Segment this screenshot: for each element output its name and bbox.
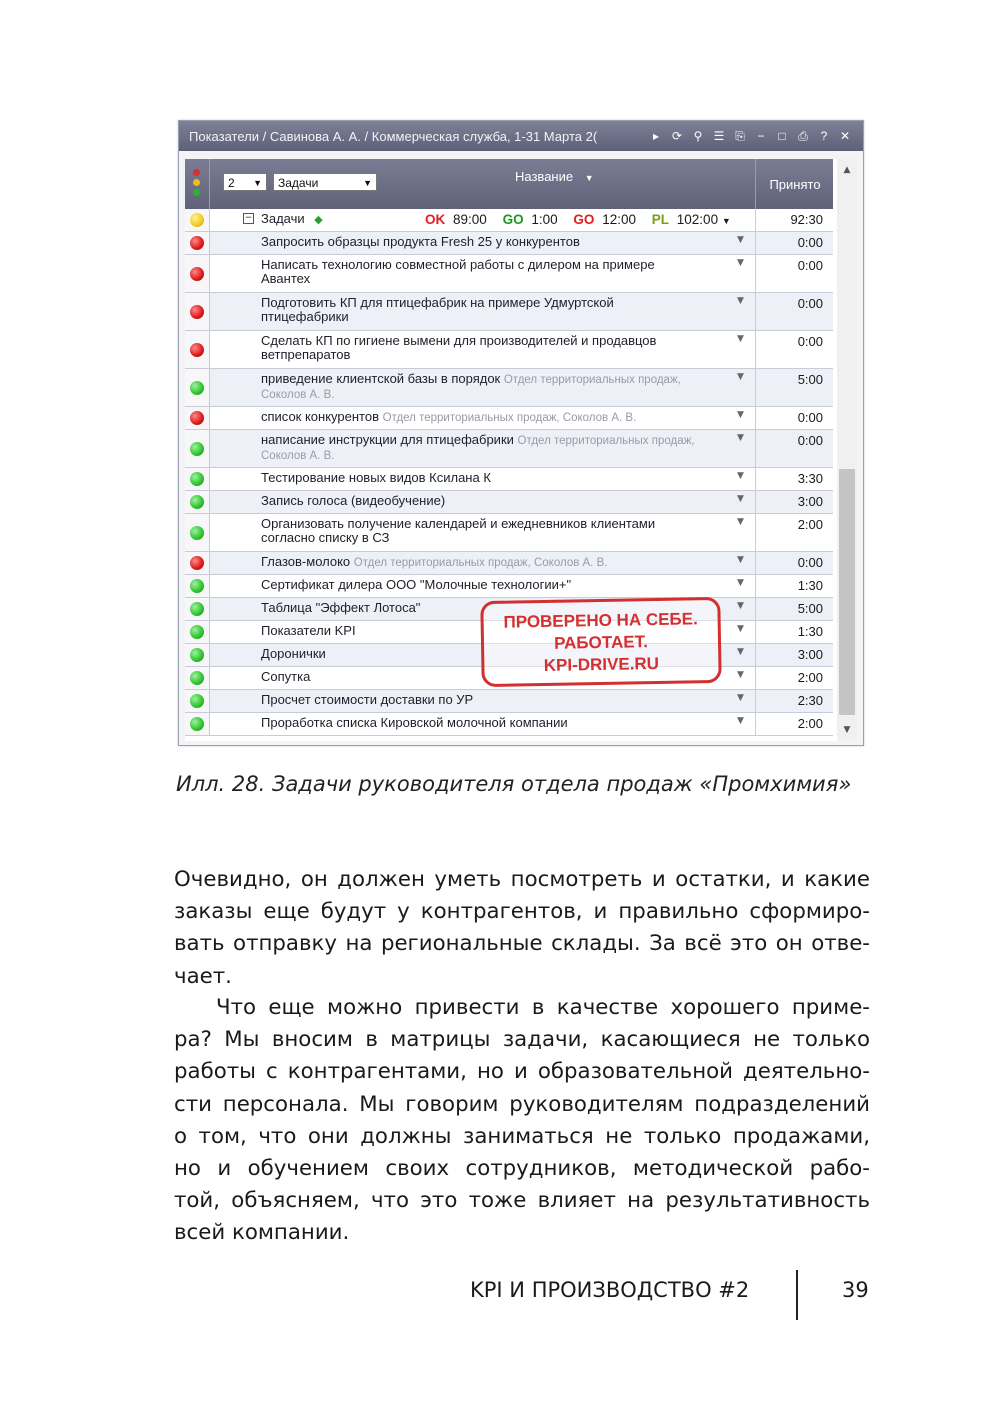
chevron-down-icon: ▼ (253, 178, 262, 188)
chevron-down-icon[interactable]: ▼ (737, 517, 744, 527)
summary-row[interactable] (185, 209, 833, 232)
task-row[interactable] (185, 430, 833, 468)
green-status-icon (190, 671, 204, 685)
refresh-icon[interactable]: ⟳ (671, 128, 683, 143)
play-icon[interactable]: ▸ (652, 128, 660, 143)
figure-caption: Илл. 28. Задачи руководителя отдела продаж «Промхимия» (176, 772, 852, 796)
green-status-icon (190, 526, 204, 540)
minimize-icon[interactable]: − (757, 128, 765, 143)
task-accepted-value: 1:30 (755, 575, 833, 597)
maximize-icon[interactable]: □ (778, 128, 786, 143)
sort-arrow-icon: ▼ (584, 173, 594, 183)
green-light-icon (193, 189, 200, 196)
help-icon[interactable]: ? (820, 128, 828, 143)
red-status-icon (190, 343, 204, 357)
task-department: Отдел территориальных продаж, Соколов А. В. (261, 374, 681, 401)
task-title: Написать технологию совместной работы с дилером на примере Авантех (261, 257, 655, 286)
task-title: Тестирование новых видов Ксилана К (261, 470, 491, 485)
red-status-icon (190, 305, 204, 319)
footer-divider (796, 1270, 798, 1320)
green-status-icon (190, 717, 204, 731)
chevron-down-icon[interactable]: ▼ (737, 296, 744, 306)
status-column-header[interactable] (185, 159, 210, 209)
red-status-icon (190, 556, 204, 570)
task-title: написание инструкции для птицефабрики Отдел территориальных продаж, Соколов А. В. (261, 432, 695, 462)
task-row[interactable] (185, 468, 833, 491)
task-title: Запросить образцы продукта Fresh 25 у конкурентов (261, 234, 580, 249)
export-icon[interactable]: ⎘ (735, 128, 745, 143)
green-status-icon (190, 648, 204, 662)
task-row[interactable] (185, 293, 833, 331)
task-window (178, 120, 864, 746)
scroll-down-icon[interactable]: ▼ (843, 725, 851, 735)
task-row[interactable] (185, 514, 833, 552)
task-accepted-value: 3:00 (755, 491, 833, 513)
chevron-down-icon[interactable]: ▼ (737, 494, 744, 504)
task-row[interactable] (185, 491, 833, 514)
task-accepted-value: 0:00 (755, 255, 833, 292)
chevron-down-icon[interactable]: ▼ (737, 693, 744, 703)
task-row[interactable] (185, 369, 833, 407)
green-status-icon (190, 442, 204, 456)
chevron-down-icon[interactable]: ▼ (737, 372, 744, 382)
grid-header (185, 159, 833, 209)
chevron-down-icon[interactable]: ▼ (737, 716, 744, 726)
task-accepted-value: 3:00 (755, 644, 833, 666)
yellow-light-icon (193, 179, 200, 186)
green-status-icon (190, 381, 204, 395)
yellow-status-icon (190, 213, 204, 227)
task-accepted-value: 0:00 (755, 552, 833, 574)
task-accepted-value: 0:00 (755, 407, 833, 429)
scroll-up-icon[interactable]: ▲ (843, 165, 851, 175)
type-select-value: Задачи (278, 176, 319, 190)
task-row[interactable] (185, 575, 833, 598)
red-light-icon (193, 169, 200, 176)
task-accepted-value: 0:00 (755, 430, 833, 467)
green-status-icon (190, 694, 204, 708)
chevron-down-icon[interactable]: ▼ (737, 624, 744, 634)
task-title: Проработка списка Кировской молочной компании (261, 715, 568, 730)
titlebar-toolbar (650, 129, 863, 144)
summary-accepted: 92:30 (755, 209, 833, 231)
task-row[interactable] (185, 552, 833, 575)
task-title: Запись голоса (видеобучение) (261, 493, 446, 508)
task-accepted-value: 5:00 (755, 598, 833, 620)
type-select[interactable] (273, 173, 377, 191)
task-accepted-value: 1:30 (755, 621, 833, 643)
task-title: Таблица "Эффект Лотоса" (261, 600, 421, 615)
print-icon[interactable]: ⎙ (798, 128, 808, 143)
task-title: Подготовить КП для птицефабрик на примере Удмуртской птицефабрики (261, 295, 614, 324)
chevron-down-icon[interactable]: ▼ (737, 471, 744, 481)
green-status-icon (190, 625, 204, 639)
list-icon[interactable]: ☰ (713, 128, 725, 143)
paragraph-1: Очевидно, он должен уметь посмотреть и остатки, и какие заказы еще будут у контрагентов, и правильно сформиро- вать отправку на региональные склады. За всё это он отве- чает. (174, 867, 870, 989)
task-row[interactable] (185, 407, 833, 430)
task-title: приведение клиентской базы в порядок Отдел территориальных продаж, Соколов А. В. (261, 371, 681, 401)
task-accepted-value: 2:00 (755, 667, 833, 689)
task-title: Сопутка (261, 669, 311, 684)
task-title: Сертификат дилера ООО "Молочные технологии+" (261, 577, 572, 592)
task-title: список конкурентов Отдел территориальных продаж, Соколов А. В. (261, 409, 637, 424)
task-department: Отдел территориальных продаж, Соколов А. В. (261, 435, 695, 462)
task-accepted-value: 0:00 (755, 293, 833, 330)
task-row[interactable] (185, 713, 833, 736)
column-header-name[interactable]: Название ▼ (515, 169, 594, 184)
task-title: Глазов-молоко Отдел территориальных продаж, Соколов А. В. (261, 554, 608, 569)
task-title: Организовать получение календарей и ежедневников клиентами согласно списку в СЗ (261, 516, 656, 545)
window-titlebar (179, 121, 863, 151)
chevron-down-icon: ▼ (363, 178, 372, 188)
task-accepted-value: 0:00 (755, 331, 833, 368)
window-title: Показатели / Савинова А. А. / Коммерческая служба, 1-31 Марта 2( (189, 128, 598, 144)
task-title: Доронички (261, 646, 326, 661)
vertical-scrollbar[interactable] (837, 159, 857, 741)
task-accepted-value: 2:00 (755, 514, 833, 551)
task-title: Сделать КП по гигиене вымени для производителей и продавцов ветпрепаратов (261, 333, 657, 362)
level-select-value: 2 (228, 176, 235, 190)
green-status-icon (190, 602, 204, 616)
task-department: Отдел территориальных продаж, Соколов А. В. (353, 557, 608, 569)
task-row[interactable] (185, 255, 833, 293)
search-icon[interactable]: ⚲ (693, 128, 703, 143)
chevron-down-icon[interactable]: ▼ (737, 235, 744, 245)
chevron-down-icon[interactable]: ▼ (737, 258, 744, 268)
task-accepted-value: 3:30 (755, 468, 833, 490)
summary-metrics: OK 89:00 GO 1:00 GO 12:00 PL 102:00 ▼ (425, 212, 731, 227)
column-header-accepted[interactable]: Принято (755, 159, 834, 209)
level-select[interactable] (223, 173, 267, 191)
chevron-down-icon[interactable]: ▼ (737, 670, 744, 680)
red-status-icon (190, 411, 204, 425)
task-row[interactable] (185, 331, 833, 369)
green-status-icon (190, 472, 204, 486)
red-status-icon (190, 236, 204, 250)
paragraph-2: Что еще можно привести в качестве хорошего приме- ра? Мы вносим в матрицы задачи, касающиеся не только работы с контрагентами, но и образовательной деятельно- сти персонала. Мы говорим руководителям подразделений о том, что они должны заниматься не только продажами, но и обучением своих сотрудников, методической рабо- той, объясняем, что это тоже влияет на результативность всей компании. (174, 995, 870, 1246)
task-accepted-value: 5:00 (755, 369, 833, 406)
verification-stamp: ПРОВЕРЕНО НА СЕБЕ. РАБОТАЕТ. KPI-DRIVE.RU (480, 597, 721, 687)
chevron-down-icon[interactable]: ▼ (737, 578, 744, 588)
task-accepted-value: 0:00 (755, 232, 833, 254)
chevron-down-icon[interactable]: ▼ (737, 334, 744, 344)
task-row[interactable] (185, 690, 833, 713)
task-title: Показатели KPI (261, 623, 356, 638)
chevron-down-icon[interactable]: ▼ (737, 433, 744, 443)
red-status-icon (190, 267, 204, 281)
chevron-down-icon[interactable]: ▼ (721, 216, 731, 226)
task-accepted-value: 2:00 (755, 713, 833, 735)
running-footer: KPI И ПРОИЗВОДСТВО #2 (470, 1278, 750, 1302)
task-title: Просчет стоимости доставки по УР (261, 692, 474, 707)
task-department: Отдел территориальных продаж, Соколов А. В. (382, 412, 637, 424)
task-row[interactable] (185, 232, 833, 255)
chevron-down-icon[interactable]: ▼ (737, 555, 744, 565)
page-number: 39 (842, 1278, 869, 1302)
chevron-down-icon[interactable]: ▼ (737, 601, 744, 611)
scroll-thumb[interactable] (839, 469, 855, 715)
summary-label: Задачи (261, 211, 305, 226)
task-accepted-value: 2:30 (755, 690, 833, 712)
add-icon[interactable]: ◆ (314, 214, 323, 226)
green-status-icon (190, 495, 204, 509)
green-status-icon (190, 579, 204, 593)
chevron-down-icon[interactable]: ▼ (737, 410, 744, 420)
collapse-icon[interactable]: − (244, 213, 253, 223)
close-icon[interactable]: ✕ (839, 128, 851, 143)
chevron-down-icon[interactable]: ▼ (737, 647, 744, 657)
